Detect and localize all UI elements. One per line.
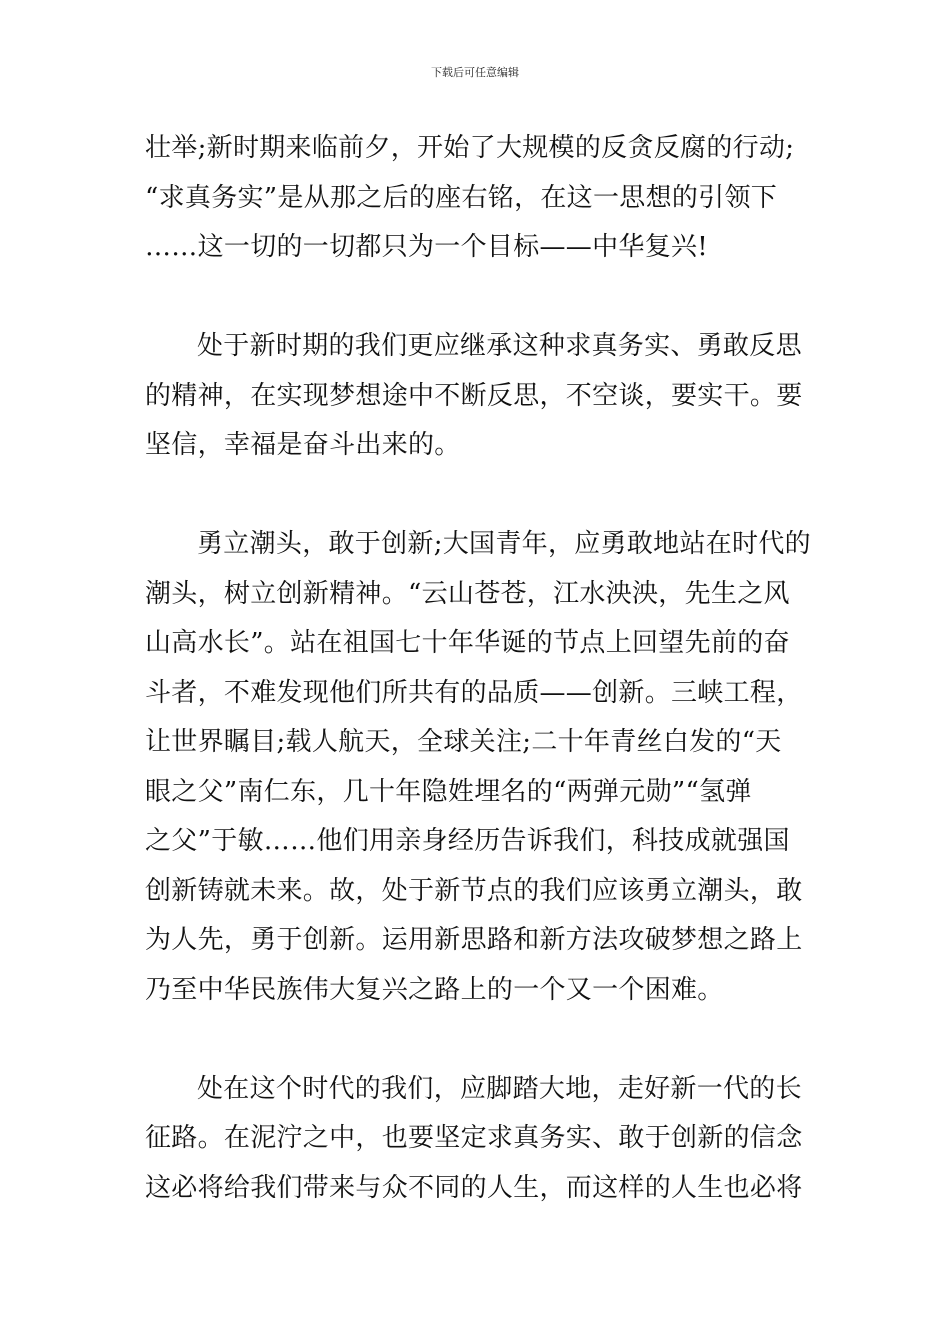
text-line: 乃至中华民族伟大复兴之路上的一个又一个困难。 <box>145 974 724 1005</box>
paragraph-3 <box>145 520 810 1015</box>
text-line: 征路。在泥泞之中，也要坚定求真务实、敢于创新的信念 <box>145 1123 803 1153</box>
paragraph-spacer <box>145 273 810 323</box>
paragraph-2 <box>145 322 810 471</box>
text-line: 壮举;新时期来临前夕，开始了大规模的反贪反腐的行动; <box>145 133 795 163</box>
paragraph-spacer <box>145 471 810 521</box>
text-line: 让世界瞩目;载人航天，全球关注;二十年青丝白发的“天 <box>145 727 782 757</box>
text-line: 创新铸就未来。故，处于新节点的我们应该勇立潮头，敢 <box>145 875 803 906</box>
document-body <box>145 124 810 1213</box>
text-line: “求真务实”是从那之后的座右铭，在这一思想的引领下 <box>145 182 778 213</box>
text-line: 处在这个时代的我们，应脚踏大地，走好新一代的长 <box>197 1073 802 1104</box>
text-line: 斗者，不难发现他们所共有的品质——创新。三峡工程， <box>145 677 803 708</box>
text-line: 眼之父”南仁东，几十年隐姓埋名的“两弹元勋”“氢弹 <box>145 776 752 807</box>
text-line: 为人先，勇于创新。运用新思路和新方法攻破梦想之路上 <box>145 925 803 955</box>
page-header: 下载后可任意编辑 <box>431 66 519 79</box>
paragraph-spacer <box>145 1015 810 1065</box>
text-line: 之父”于敏……他们用亲身经历告诉我们，科技成就强国 <box>145 826 790 856</box>
paragraph-4 <box>145 1065 810 1214</box>
text-line: 处于新时期的我们更应继承这种求真务实、勇敢反思 <box>197 331 802 361</box>
text-line: 山高水长”。站在祖国七十年华诞的节点上回望先前的奋 <box>145 628 790 658</box>
text-line: 坚信，幸福是奋斗出来的。 <box>145 430 461 460</box>
text-line: ……这一切的一切都只为一个目标——中华复兴! <box>145 232 709 262</box>
text-line: 勇立潮头，敢于创新;大国青年，应勇敢地站在时代的 <box>197 529 811 559</box>
text-line: 的精神，在实现梦想途中不断反思，不空谈，要实干。要 <box>145 380 803 411</box>
text-line: 潮头，树立创新精神。“云山苍苍，江水泱泱，先生之风 <box>145 578 790 609</box>
paragraph-1 <box>145 124 810 273</box>
text-line: 这必将给我们带来与众不同的人生，而这样的人生也必将 <box>145 1172 803 1203</box>
